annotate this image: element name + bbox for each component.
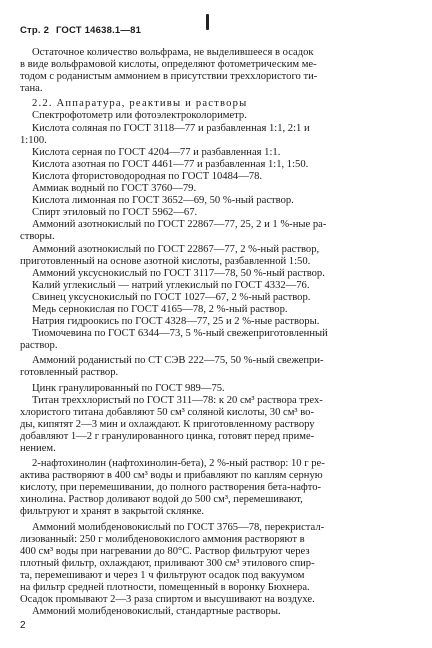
intro-line: в виде вольфрамовой кислоты, определяют фотометрическим ме- [20, 59, 317, 71]
text-line: Медь сернокислая по ГОСТ 4165—78, 2 %-ный раствор. [32, 303, 288, 315]
text-line: 400 см³ воды при нагревании до 80°С. Раствор фильтруют через [20, 545, 310, 557]
page-number: 2 [20, 620, 26, 631]
text-line: актива растворяют в 400 см³ воды и прибавляют по каплям серную [20, 470, 323, 482]
text-line: створы. [20, 231, 55, 243]
text-line: Натрия гидроокись по ГОСТ 4328—77, 25 и 2 %-ные растворы. [32, 316, 320, 328]
text-line: 2-нафтохинолин (нафтохинолин-бета), 2 %-ный раствор: 10 г ре- [32, 458, 325, 470]
text-line: раствор. [20, 340, 58, 352]
text-line: плотный фильтр, охлаждают, приливают 300 см³ этилового спир- [20, 557, 315, 569]
text-line: Аммоний азотнокислый по ГОСТ 22867—77, 25, 2 и 1 %-ные ра- [32, 219, 327, 231]
text-line: нением. [20, 443, 56, 454]
text-line: Кислота лимонная по ГОСТ 3652—69, 50 %-ный раствор. [32, 195, 294, 207]
text-line: кислоту, при перемешивании, до полного растворения бета-нафто- [20, 482, 322, 494]
text-line: Кислота фтористоводородная по ГОСТ 10484—78. [32, 170, 263, 182]
text-line: лизованный: 250 г молибденовокислого аммония растворяют в [20, 533, 305, 545]
page-header [20, 25, 145, 36]
text-line: та, перемешивают и через 1 ч фильтруют осадок под вакуумом [20, 569, 305, 581]
intro-line: Остаточное количество вольфрама, не выделившееся в осадок [32, 47, 314, 58]
text-line: готовленный раствор. [20, 367, 119, 379]
text-line: хлористого титана добавляют 50 см³ соляной кислоты, 30 см³ во- [20, 406, 315, 418]
text-line: Кислота азотная по ГОСТ 4461—77 и разбавленная 1:1, 1:50. [32, 158, 309, 170]
text-line: 1:100. [20, 134, 47, 146]
text-line: на фильтр средней плотности, помещенный в воронку Бюхнера. [20, 582, 310, 594]
text-line: Аммоний азотнокислый по ГОСТ 22867—77, 2 %-ный раствор, [32, 243, 320, 255]
text-line: Свинец уксуснокислый по ГОСТ 1027—67, 2 %-ный раствор. [32, 291, 311, 303]
text-line: ды, кипятят 2—3 мин и охлаждают. К приготовленному раствору [20, 418, 315, 430]
punch-mark [206, 14, 209, 30]
text-line: Аммоний роданистый по СТ СЭВ 222—75, 50 %-ный свежепри- [32, 355, 324, 367]
intro-line: тана. [20, 83, 43, 95]
section-title: 2.2. Аппаратура, реактивы и растворы [32, 98, 248, 110]
text-line: Аммиак водный по ГОСТ 3760—79. [32, 183, 197, 195]
text-line: Кислота соляная по ГОСТ 3118—77 и разбавленная 1:1, 2:1 и [32, 122, 310, 134]
text-line: Аммоний уксуснокислый по ГОСТ 3117—78, 50 %-ный раствор. [32, 267, 325, 279]
page-label: Стр. 2 [20, 25, 50, 36]
text-line: хинолина. Раствор доливают водой до 500 см³, перемешивают, [20, 494, 303, 506]
standard-number: ГОСТ 14638.1—81 [55, 25, 142, 36]
text-line: Аммоний молибденовокислый, стандартные растворы. [32, 606, 281, 618]
text-line: Спирт этиловый по ГОСТ 5962—67. [32, 207, 198, 219]
text-line: Осадок промывают 2—3 раза спиртом и высушивают на воздухе. [20, 594, 315, 606]
text-line: Спектрофотометр или фотоэлектроколориметр. [32, 110, 247, 122]
document-body [20, 47, 412, 618]
text-line: Цинк гранулированный по ГОСТ 989—75. [32, 382, 225, 394]
text-line: Кислота серная по ГОСТ 4204—77 и разбавленная 1:1. [32, 146, 281, 158]
text-line: фильтруют и хранят в закрытой склянке. [20, 506, 205, 518]
text-line: добавляют 1—2 г гранулированного цинка, готовят перед приме- [20, 430, 315, 442]
text-line: приготовленный на основе азотной кислоты, разбавленной 1:50. [20, 255, 311, 267]
text-line: Тиомочевина по ГОСТ 6344—73, 5 %-ный свежеприготовленный [32, 328, 328, 340]
text-line: Титан треххлористый по ГОСТ 311—78: к 20 см³ раствора трех- [32, 394, 323, 406]
text-line: Калий углекислый — натрий углекислый по ГОСТ 4332—76. [32, 279, 310, 291]
intro-line: тодом с роданистым аммонием в присутствии треххлористого ти- [20, 71, 318, 83]
text-line: Аммоний молибденовокислый по ГОСТ 3765—78, перекристал- [32, 521, 325, 533]
